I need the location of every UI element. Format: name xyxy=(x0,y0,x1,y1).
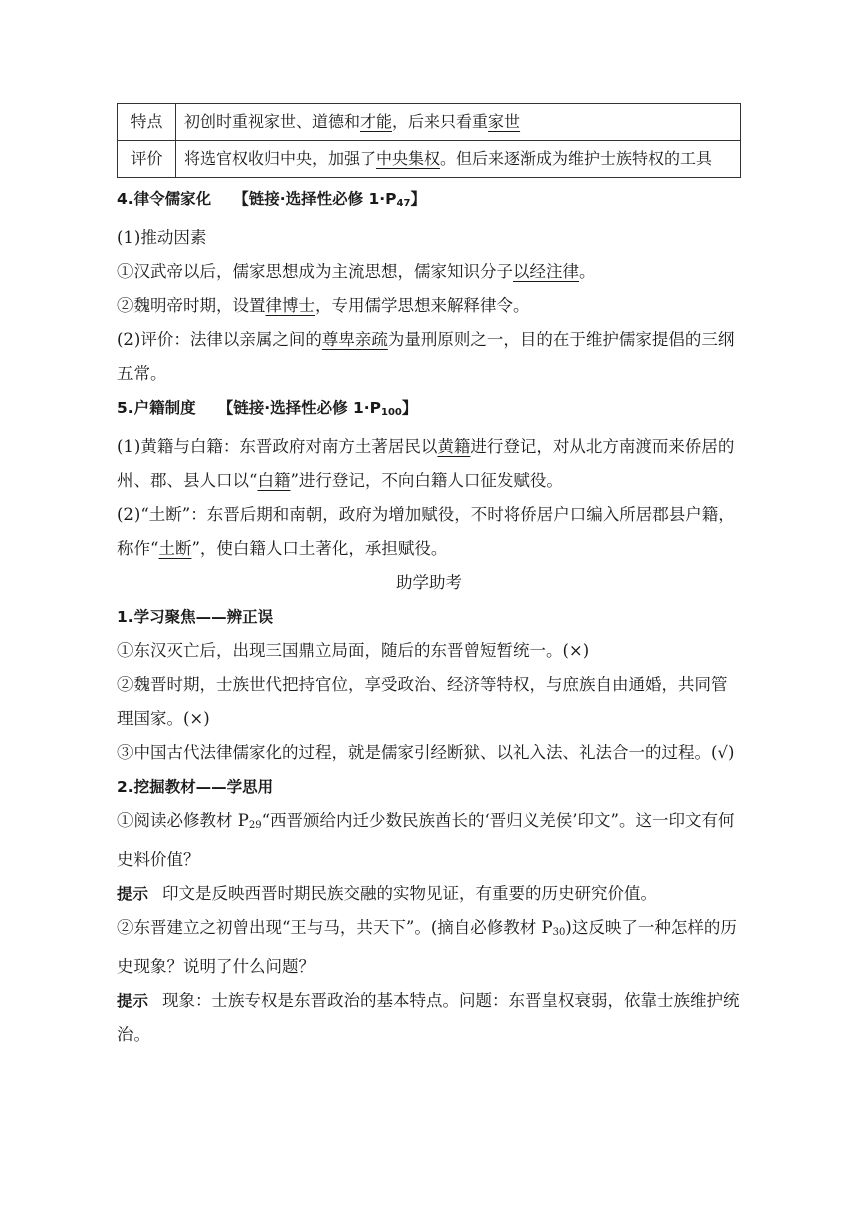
page-sub: 30 xyxy=(552,927,566,938)
hint-label: 提示 xyxy=(117,885,149,903)
paragraph xyxy=(117,289,741,323)
paragraph xyxy=(117,498,741,566)
section-5-title xyxy=(117,391,741,430)
text-segment: 为量刑原则之一，目的在于维护儒家提倡的三纲五常。 xyxy=(117,330,735,383)
underlined-answer: 土断 xyxy=(158,539,192,558)
paragraph: (1)推动因素 xyxy=(117,228,207,247)
table-row xyxy=(118,104,741,141)
text-segment: ②东晋建立之初曾出现“王与马，共天下”。(摘自必修教材 P xyxy=(117,918,553,937)
answer-hint xyxy=(117,877,741,911)
underlined-answer: 家世 xyxy=(488,112,521,131)
text-segment: ”进行登记，不向白籍人口征发赋役。 xyxy=(290,471,563,490)
section-title-text: 5.户籍制度 xyxy=(117,399,196,417)
text-segment: 。但后来逐渐成为维护士族特权的工具 xyxy=(440,149,713,168)
true-false-item: ③中国古代法律儒家化的过程，就是儒家引经断狱、以礼入法、礼法合一的过程。(√) xyxy=(117,743,735,762)
text-segment: ，后来只看重 xyxy=(392,112,489,131)
hint-text: 印文是反映西晋时期民族交融的实物见证，有重要的历史研究价值。 xyxy=(162,884,658,903)
text-segment: 初创时重视家世、道德和 xyxy=(184,112,361,131)
underlined-answer: 律博士 xyxy=(265,296,315,315)
text-segment: ①阅读必修教材 P xyxy=(117,811,249,830)
underlined-answer: 才能 xyxy=(360,112,393,131)
underlined-answer: 中央集权 xyxy=(376,149,441,168)
section-title-text: 2.挖掘教材——学思用 xyxy=(117,778,274,796)
link-text: 【链接·选择性必修 1·P xyxy=(217,399,382,417)
paragraph xyxy=(117,255,741,289)
question xyxy=(117,804,741,877)
underlined-answer: 黄籍 xyxy=(437,437,471,456)
section-title-text: 1.学习聚焦——辨正误 xyxy=(117,608,274,626)
row-content-feature xyxy=(176,104,741,141)
center-heading: 助学助考 xyxy=(396,573,462,592)
focus-title xyxy=(117,600,741,634)
link-text: 【链接·选择性必修 1·P xyxy=(233,190,397,208)
text-segment: 将选官权收归中央，加强了 xyxy=(184,149,377,168)
row-content-evaluation xyxy=(176,141,741,178)
underlined-answer: 白籍 xyxy=(257,471,291,490)
link-page-sub: 100 xyxy=(381,407,402,418)
page-sub: 29 xyxy=(248,820,262,831)
section-4-title xyxy=(117,182,741,221)
text-segment: ②魏明帝时期，设置 xyxy=(117,296,266,315)
textbook-link xyxy=(233,190,426,208)
text-segment: )这反映了一种怎样的历史现象？说明了什么问题？ xyxy=(117,918,737,976)
textbook-link xyxy=(218,399,418,417)
dig-title xyxy=(117,770,741,804)
link-end: 】 xyxy=(410,190,426,208)
row-header-evaluation: 评价 xyxy=(118,141,176,178)
hint-text: 现象：士族专权是东晋政治的基本特点。问题：东晋皇权衰弱，依靠士族维护统治。 xyxy=(117,991,740,1044)
paragraph xyxy=(117,323,741,391)
document-page xyxy=(117,103,741,1052)
answer-hint xyxy=(117,984,741,1052)
text-segment: ①汉武帝以后，儒家思想成为主流思想，儒家知识分子 xyxy=(117,262,513,281)
text-segment: (2)评价：法律以亲属之间的 xyxy=(117,330,322,349)
link-end: 】 xyxy=(401,399,418,417)
section-title-text: 4.律令儒家化 xyxy=(117,190,212,208)
paragraph xyxy=(117,430,741,498)
text-segment: 进行登记，对从北方南渡而来侨居的州、郡、县人口以“ xyxy=(117,437,735,490)
text-segment: (2)“土断”：东晋后期和南朝，政府为增加赋役，不时将侨居户口编入所居郡县户籍，称作“ xyxy=(117,505,735,558)
true-false-item: ②魏晋时期，士族世代把持官位，享受政治、经济等特权，与庶族自由通婚，共同管理国家。(×) xyxy=(117,675,728,728)
hint-label: 提示 xyxy=(117,992,149,1010)
text-segment: 。 xyxy=(579,262,596,281)
link-page-sub: 47 xyxy=(396,198,411,209)
underlined-answer: 尊卑亲疏 xyxy=(321,330,388,349)
true-false-item: ①东汉灭亡后，出现三国鼎立局面，随后的东晋曾短暂统一。(×) xyxy=(117,641,590,660)
text-segment: (1)黄籍与白籍：东晋政府对南方土著居民以 xyxy=(117,437,438,456)
selection-system-table xyxy=(117,103,741,178)
text-segment: ”，使白籍人口土著化，承担赋役。 xyxy=(191,539,448,558)
question xyxy=(117,911,741,984)
text-segment: ，专用儒学思想来解释律令。 xyxy=(315,296,530,315)
text-segment: “西晋颁给内迁少数民族酋长的‘晋归义羌侯’印文”。这一印文有何史料价值？ xyxy=(117,811,735,869)
row-header-feature: 特点 xyxy=(118,104,176,141)
underlined-answer: 以经注律 xyxy=(513,262,579,281)
table-row xyxy=(118,141,741,178)
